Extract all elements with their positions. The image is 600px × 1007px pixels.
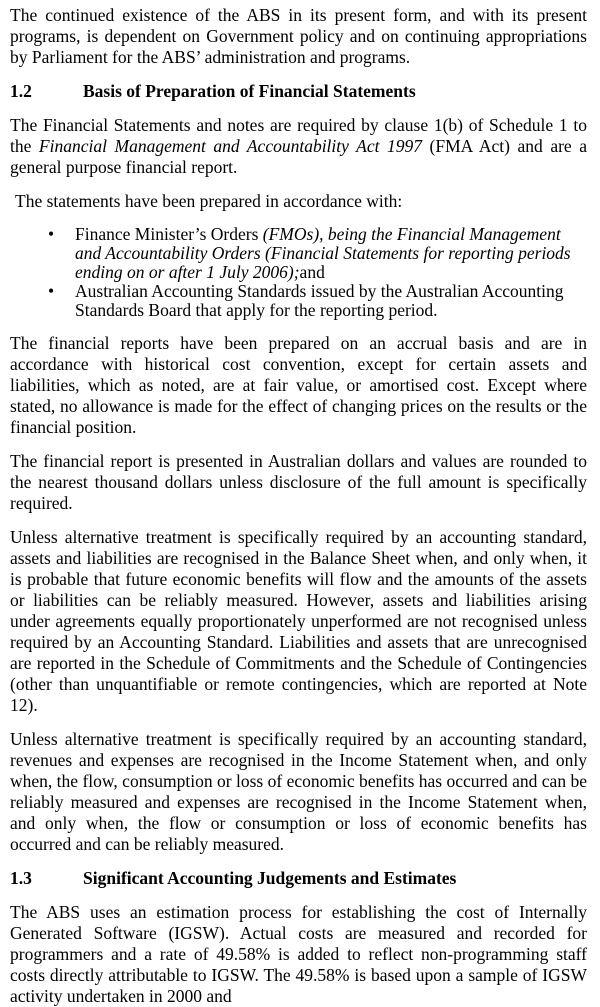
list-item-accounting-standards [10,282,587,320]
text-run-regular: The Financial Statements and notes are required by clause 1(b) of Schedule 1 to the [10,115,587,156]
paragraph-australian-dollars: The financial report is presented in Australian dollars and values are rounded to the nearest thousand dollars unless disclosure of the full amount is specifically required. [10,451,587,513]
section-number: 1.3 [10,868,32,888]
section-heading-1-2 [10,81,587,102]
paragraph-balance-sheet-recognition: Unless alternative treatment is specifically required by an accounting standard, assets and liabilities are recognised in the Balance Sheet when, and only when, it is probable that future economic benefits will flow and the amounts of the assets or liabilities can be reliably measured. However, assets and liabilities arising under agreements equally proportionately unperformed are not recognised unless required by an Accounting Standard. Liabilities and assets that are unrecognised are reported in the Schedule of Commitments and the Schedule of Contingencies (other than unquantifiable or remote contingencies, which are reported at Note 12). [10,527,587,715]
text-run-regular: and [299,262,325,282]
bullet-icon: • [48,224,55,244]
list-item-text: Australian Accounting Standards issued by the Australian Accounting Standards Board that apply for the reporting period. [75,281,564,320]
section-heading-1-3 [10,868,587,889]
paragraph-income-statement-recognition: Unless alternative treatment is specifically required by an accounting standard, revenues and expenses are recognised in the Income Statement when, and only when, the flow, consumption or loss of economic benefits has occurred and can be reliably measured and expenses are recognised in the Income Statement when, and only when, the flow or consumption or loss of economic benefits has occurred and can be reliably measured. [10,729,587,854]
paragraph-igsw-estimation: The ABS uses an estimation process for establishing the cost of Internally Generated Software (IGSW). Actual costs are measured and recorded for programmers and a rate of 49.58% is added to reflect non-programming staff costs directly attributable to IGSW. The 49.58% is based upon a sample of IGSW activity undertaken in 2000 and [10,902,587,1006]
text-run-italic-fmos: (FMOs), being the Financial Management and Accountability Orders (Financial Statements for reporting periods ending on or after 1 July 2006); [75,224,571,282]
text-run-italic-act-title: Financial Management and Accountability Act 1997 [38,136,422,156]
paragraph-accrual-basis: The financial reports have been prepared on an accrual basis and are in accordance with historical cost convention, except for certain assets and liabilities, which as noted, are at fair value, or amortised cost. Except where stated, no allowance is made for the effect of changing prices on the results or the financial position. [10,333,587,437]
list-item-text [75,225,587,282]
text-run-regular: Finance Minister’s Orders [75,224,263,244]
bullet-list [10,225,587,320]
bullet-icon: • [48,281,55,301]
section-title: Significant Accounting Judgements and Estimates [83,868,457,888]
paragraph-abs-existence: The continued existence of the ABS in its present form, and with its present programs, is dependent on Government policy and on continuing appropriations by Parliament for the ABS’ administration and programs. [10,5,587,67]
section-title: Basis of Preparation of Financial Statements [83,81,416,101]
paragraph-prepared-in-accordance: The statements have been prepared in accordance with: [15,191,403,211]
section-number: 1.2 [10,81,32,101]
paragraph-fma-act [10,115,587,178]
text-run-regular: (FMA Act) and are a general purpose financial report. [10,136,587,177]
list-item-fmos [10,225,587,282]
